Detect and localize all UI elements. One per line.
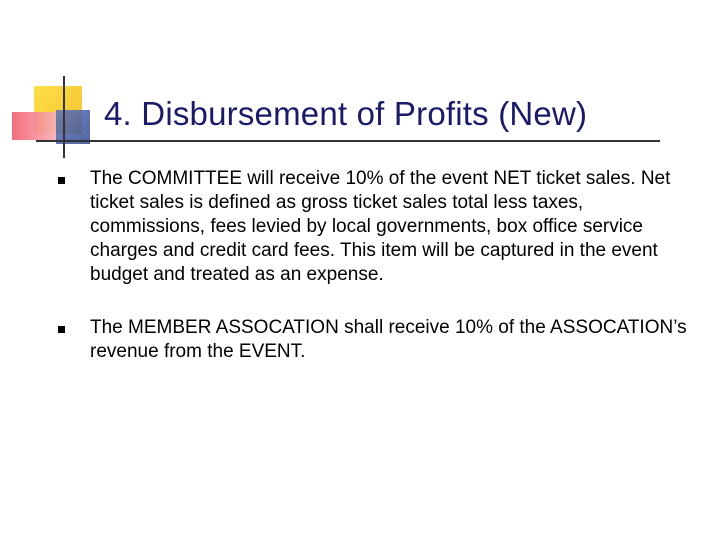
list-item <box>58 167 698 287</box>
bullet-marker-icon <box>58 177 65 184</box>
bullet-marker-icon <box>58 326 65 333</box>
bullet-list <box>58 167 698 393</box>
blue-square <box>56 110 90 144</box>
list-item <box>58 316 698 364</box>
red-square <box>12 112 56 140</box>
slide-title: 4. Disbursement of Profits (New) <box>104 95 588 132</box>
bullet-text: The MEMBER ASSOCATION shall receive 10% of the ASSOCATION’s revenue from the EVENT. <box>90 317 687 362</box>
bullet-text: The COMMITTEE will receive 10% of the event NET ticket sales. Net ticket sales is defined as gross ticket sales total less taxes, commissions, fees levied by local governments, box office service charges and credit card fees. This item will be captured in the event budget and treated as an expense. <box>90 168 671 285</box>
slide-logo-graphic <box>0 0 720 170</box>
